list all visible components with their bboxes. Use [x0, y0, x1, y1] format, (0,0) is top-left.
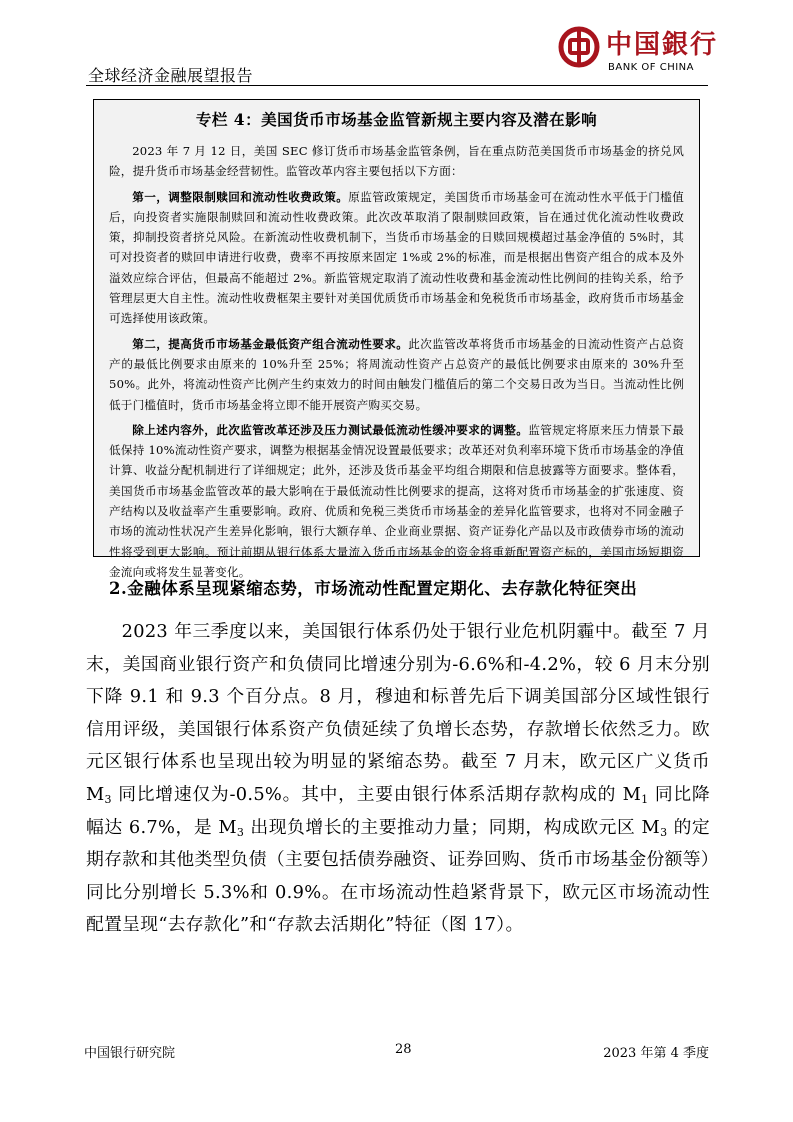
bank-logo [558, 20, 719, 82]
body-text-part: 同比增速仅为-0.5%。其中，主要由银行体系活期存款构成的 M [111, 783, 642, 805]
report-title: 全球经济金融展望报告 [88, 66, 254, 85]
logo-chinese-text: 中国銀行 [606, 30, 719, 60]
subscript: 3 [660, 825, 668, 839]
footer-publisher: 中国银行研究院 [84, 1046, 176, 1061]
body-text-part: 出现负增长的主要推动力量；同期，构成欧元区 M [244, 816, 661, 838]
column-box [93, 99, 700, 579]
paragraph-3-lead: 除上述内容外，此次监管改革还涉及压力测试最低流动性缓冲要求的调整。 [132, 422, 529, 437]
body-text-part: 同比降幅达 6.7%，是 M [86, 783, 710, 838]
section-heading: 2.金融体系呈现紧缩态势，市场流动性配置定期化、去存款化特征突出 [109, 579, 638, 598]
header-divider [86, 85, 708, 86]
body-text-part: 的定期存款和其他类型负债（主要包括债券融资、证券回购、货币市场基金份额等）同比分别增长 5.3%和 0.9%。在市场流动性趋紧背景下，欧元区市场流动性配置呈现“去存款化”和“存款去活期化”特征（图 17）。 [86, 816, 710, 936]
bank-of-china-emblem-icon [558, 26, 600, 68]
subscript: 1 [641, 792, 649, 806]
paragraph-3-text: 监管规定将原来压力情景下最低保持 10%流动性资产要求，调整为根据基金情况设置最低要求；改革还对负利率环境下货币市场基金的净值计算、收益分配机制进行了详细规定；此外，还涉及货币基金平均组合期限和信息披露等方面要求。整体看，美国货币市场基金监管改革的最大影响在于最低流动性比例要求的提高，这将对货币市场基金的扩张速度、资产结构以及收益率产生重要影响。政府、优质和免税三类货币市场基金的差异化监管要求，也将对不同金融子市场的流动性状况产生差异化影响，银行大额存单、企业商业票据、资产证券化产品以及市政债券市场的流动性将受到更大影响。预计前期从银行体系大量流入货币市场基金的资金将重新配置资产标的，美国市场短期资金流向或将发生显著变化。 [109, 422, 684, 579]
paragraph-2-text: 此次监管改革将货币市场基金的日流动性资产占总资产的最低比例要求由原来的 10%升至 25%；将周流动性资产占总资产的最低比例要求由原来的 30%升至 50%。此外，将流动性资产比例产生约束效力的时间由触发门槛值后的第二个交易日改为当日。当流动性比例低于门槛值时，货币市场基金将立即不能开展资产购买交易。 [109, 336, 684, 412]
logo-english-text: BANK OF CHINA [608, 62, 694, 73]
column-paragraph-3 [109, 420, 684, 582]
paragraph-2-lead: 第二，提高货币市场基金最低资产组合流动性要求。 [132, 336, 409, 351]
body-text-part: 2023 年三季度以来，美国银行体系仍处于银行业危机阴霾中。截至 7 月末，美国商业银行资产和负债同比增速分别为-6.6%和-4.2%，较 6 月末分别下降 9.1 和 9.3 个百分点。8 月，穆迪和标普先后下调美国部分区域性银行信用评级，美国银行体系资产负债延续了负增长态势，存款增长依然乏力。欧元区银行体系也呈现出较为明显的紧缩态势。截至 7 月末，欧元区广义货币 M [86, 621, 710, 805]
section-body [86, 616, 710, 942]
paragraph-1-lead: 第一，调整限制赎回和流动性收费政策。 [132, 189, 349, 204]
page-number: 28 [395, 1042, 412, 1057]
subscript: 3 [104, 792, 112, 806]
column-paragraph-2 [109, 334, 684, 415]
footer-period: 2023 年第 4 季度 [603, 1046, 709, 1061]
column-title: 专栏 4：美国货币市场基金监管新规主要内容及潜在影响 [195, 110, 598, 129]
column-paragraph-1 [109, 187, 684, 329]
paragraph-1-text: 原监管政策规定，美国货币市场基金可在流动性水平低于门槛值后，向投资者实施限制赎回和流动性收费政策。此次改革取消了限制赎回政策，旨在通过优化流动性收费政策，抑制投资者挤兑风险。在新流动性收费机制下，当货币市场基金的日赎回规模超过基金净值的 5%时，其可对投资者的赎回申请进行收费，费率不再按原来固定 1%或 2%的标准，而是根据出售资产组合的成本及外溢效应综合评估，但最高不能超过 2%。新监管规定取消了流动性收费和基金流动性比例间的挂钩关系，给予管理层更大自主性。流动性收费框架主要针对美国优质货币市场基金和免税货币市场基金，政府货币市场基金可选择使用该政策。 [109, 189, 684, 326]
subscript: 3 [236, 825, 245, 839]
body-paragraph [86, 616, 710, 942]
column-intro: 2023 年 7 月 12 日，美国 SEC 修订货币市场基金监管条例，旨在重点防范美国货币市场基金的挤兑风险，提升货币市场基金经营韧性。监管改革内容主要包括以下方面： [109, 144, 684, 179]
